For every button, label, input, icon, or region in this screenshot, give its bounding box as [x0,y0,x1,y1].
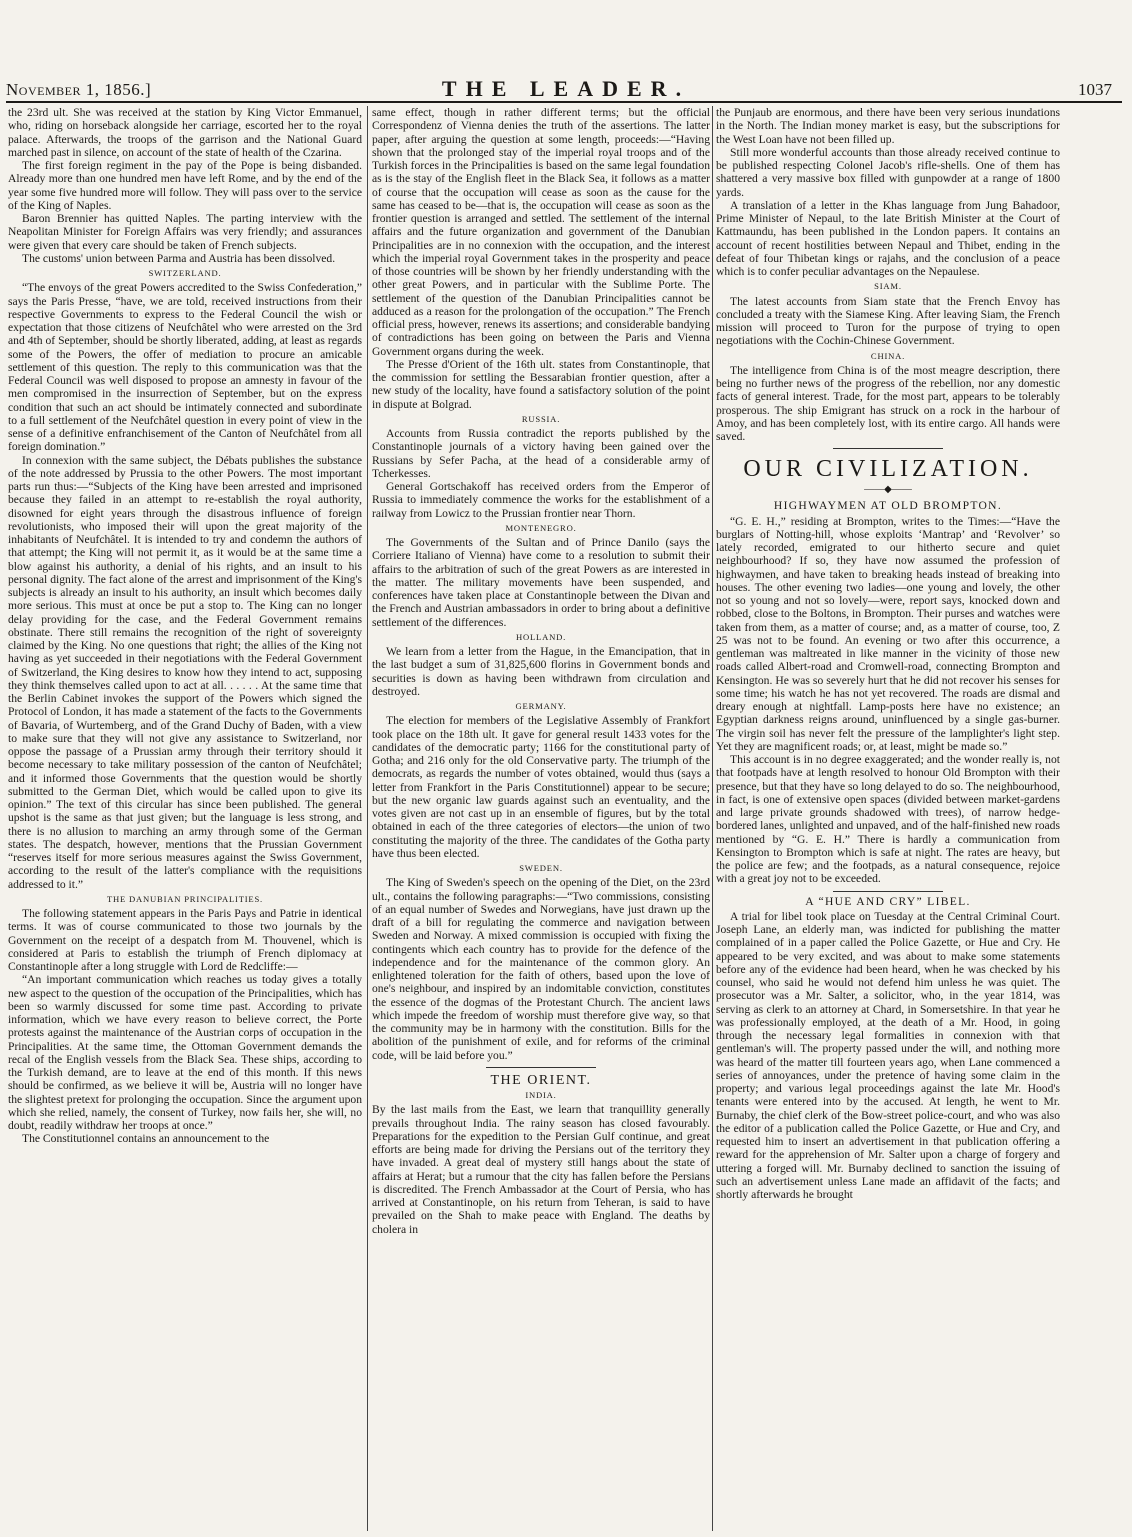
paragraph: The following statement appears in the Paris Pays and Patrie in identical terms. It was of course communicated to those two journals by the Government on the receipt of a despatch from M. Thouvenel, which is considered at Paris to establish the triumph of French diplomacy at Constantinople after a long struggle with Lord de Redcliffe:— [8,907,362,973]
section-heading-china: CHINA. [870,350,906,361]
section-heading-sweden: SWEDEN. [519,863,563,873]
masthead-rule [6,101,1122,103]
column-3 [716,106,1060,1531]
article-heading-highwaymen: HIGHWAYMEN AT OLD BROMPTON. [773,499,1003,513]
paragraph: “An important communication which reaches us today gives a totally new aspect to the question of the occupation of the Principalities, which has been so warmly discussed for some time past. According to private information, which we have every reason to believe correct, the Porte protests against the maintenance of the Austrian corps of occupation in the Principalities. At the same time, the Ottoman Government demands the recal of the English vessels from the Black Sea. These ships, according to the Turkish demand, are to leave at the end of this month. If this news should be confirmed, as we believe it will be, Austria will no longer have the slightest pretext for prolonging the occupation. Since the argument upon which she relied, namely, the consent of Turkey, now fails her, she will, no doubt, readily withdraw her troops at once.” [8,973,362,1132]
page-number: 1037 [1078,80,1112,99]
section-heading-orient: THE ORIENT. [490,1072,592,1088]
article-heading-libel: A “HUE AND CRY” LIBEL. [805,894,971,908]
section-heading-montenegro: MONTENEGRO. [505,522,577,533]
section-heading-switzerland: SWITZERLAND. [148,268,222,278]
masthead [0,0,1132,102]
paragraph: “The envoys of the great Powers accredited to the Swiss Confederation,” says the Paris Presse, “have, we are told, received instructions from their respective Governments to express to the Federal Council the wish or expectation that those citizens of Neufchâtel who were arrested on the 3rd and 4th of September, should be shortly liberated, adding, at least as regards some of the Powers, the offer of mediation to procure an amicable settlement of this question. The reply to this communication was that the Federal Council was well disposed to propose an amnesty in favour of the men compromised in the insurrection of September, but on the express condition that such an act should be intimately connected and subordinate to a full settlement of the Neufchâtel question in every point of view in the sense of a definitive enfranchisement of the Canton of Neufchâtel from all foreign domination.” [8,281,362,454]
paragraph: A trial for libel took place on Tuesday at the Central Criminal Court. Joseph Lane, an elderly man, was indicted for publishing the matter complained of in a paper called the Police Gazette, or Hue and Cry. He appeared to be very excited, and was about to make some statements before any of the evidence had been heard, when he was checked by his counsel, who said he would not defend him unless he was quiet. The prosecutor was a Mr. Salter, a solicitor, who, in the year 1814, was serving as clerk to an attorney at Chard, in Somersetshire. In that year he was professionally employed, at the death of a Mr. Hood, in going through the necessary legal formalities in connexion with that gentleman's will. The property passed under the will, and nothing more was heard of the matter till fourteen years ago, when Lane commenced a series of annoyances, under the pretence of having some claim in the property; and various legal proceedings against the late Mr. Hood's tenants were entered into by the accused. At length, he went to Mr. Burnaby, the chief clerk of the Bow-street police-court, and who was also the editor of a publication called the Police Gazette, or Hue and Cry, and requested him to insert an advertisement in that publication offering a reward for the apprehension of Mr. Salter upon a charge of forgery and uttering a forged will. Mr. Burnaby declined to sanction the issuing of such an advertisement unless Lane made an affidavit of the facts; and shortly afterwards he brought [716,909,1060,1201]
paragraph: The latest accounts from Siam state that the French Envoy has concluded a treaty with the Siamese King. After leaving Siam, the French mission will proceed to Turon for the purpose of trying to open negotiations with the Cochin-Chinese Government. [716,294,1060,348]
paragraph: Accounts from Russia contradict the reports published by the Constantinople journals of a victory having been gained over the Russians by Sefer Pacha, at the head of a considerable army of Tcherkesses. [372,427,710,480]
ornament-divider: ——◆—— [864,484,912,496]
paragraph: Still more wonderful accounts than those already received continue to be published respecting Colonel Jacob's rifle-shells. One of them has shattered a very massive box filled with gunpowder at a range of 1800 yards. [716,145,1060,199]
section-heading-india: INDIA. [525,1090,557,1100]
section-heading-germany: GERMANY. [515,701,567,711]
paragraph: We learn from a letter from the Hague, in the Emancipation, that in the last budget a sum of 31,825,600 florins in Government bonds and securities is down as having been withdrawn from circulation and destroyed. [372,645,710,698]
paragraph: “G. E. H.,” residing at Brompton, writes to the Times:—“Have the burglars of Notting-hill, whose exploits ‘Mantrap’ and ‘Revolver’ so lately recorded, emigrated to our hitherto secure and quiet neighbourhood? If so, they have now assumed the profession of highwaymen, and have taken to breaking heads instead of breaking into houses. The other evening two ladies—one young and lovely, the other not so young and not so lovely—were, report says, knocked down and robbed, close to the Boltons, in Brompton. Their purses and watches were taken from them, as a matter of course; and, as a matter of course, too, Z 25 was not to be found. An evening or two after this occurrence, a gentleman was maltreated in like manner in the vicinity of those new roads called Albert-road and Cromwell-road, connecting Brompton and Kensington. He was so severely hurt that he did not recover his senses for some time; his watch he has not yet recovered. The roads are dismal and dreary enough at nightfall. Lamp-posts here have no existence; an Egyptian darkness reigns around, uninfluenced by a single gas-burner. The virgin soil has never felt the pressure of the lamplighter's light step. Yet they are magnificent roads; or, at least, might be made so.” [716,514,1060,753]
section-heading-russia: RUSSIA. [521,413,561,424]
section-heading-danubian: THE DANUBIAN PRINCIPALITIES. [106,893,263,904]
paragraph: General Gortschakoff has received orders from the Emperor of Russia to immediately commence the works for the establishment of a railway from Lowicz to the Prussian frontier near Thorn. [372,480,710,520]
paragraph: This account is in no degree exaggerated; and the wonder really is, not that footpads have at length resolved to honour Old Brompton with their presence, but that they have so long delayed to do so. The neighbourhood, in fact, is one of extensive open spaces (divided between market-gardens and large private grounds shadowed with trees), of narrow hedge-bordered lanes, unlighted and unpaved, and of the half-finished new roads mentioned by “G. E. H.” There is hardly a communication from Kensington to Brompton which is safe at night. The rates are heavy, but the police are few; and the footpads, as a natural consequence, rejoice with a great joy not to be exceeded. [716,753,1060,886]
section-rule [486,1067,596,1068]
paragraph: By the last mails from the East, we learn that tranquillity generally prevails throughout India. The rainy season has closed favourably. Preparations for the expedition to the Persian Gulf continue, and great efforts are being made for driving the Persians out of the territory they have invaded. A great deal of mystery still hangs about the state of affairs at Herat; but a rumour that the city has fallen before the Persians is discredited. The French Ambassador at the Court of Persia, who has arrived at Constantinople, on his return from Teheran, is said to have prevailed on the Shah to make peace with England. The deaths by cholera in [372,1103,710,1236]
paragraph: In connexion with the same subject, the Débats publishes the substance of the note addressed by Prussia to the other Powers. The most important parts run thus:—“Subjects of the King have been arrested and imprisoned because they failed in an attempt to re-establish the royal authority, disowned for eight years through the disastrous influence of foreign revolutionists, who imposed their will upon the great majority of the inhabitants of Neufchâtel. It is intended to try and condemn the authors of that attempt; the King will not permit it, as it would be at the same time a blow against his authority, a denial of his rights, and an insult to his personal dignity. The fact alone of the arrest and imprisonment of the King's subjects is already an insult to his authority, an insult which becomes daily more serious. This must at once be put a stop to. The King can no longer delay providing for the case, and the Federal Government remains obstinate. There still remains the recognition of the right of sovereignty claimed by the King. No one questions that right; the allies of the King not having as yet succeeded in their negotiations with the Federal Government of Switzerland, the King desires to know how they intend to act, supposing they think themselves called upon to act at all. . . . . . At the same time that the Berlin Cabinet invokes the support of the Powers which signed the Protocol of London, it has made a statement of the facts to the Governments of Bavaria, of Wurtemberg, and of the Grand Duchy of Baden, with a view to make sure that they will not give any assistance to Switzerland, nor oppose the passage of a Prussian army through their territory should it become necessary to take military possession of the canton of Neufchâtel; and it informed those Governments that the question would be shortly submitted to the German Diet, which would be called upon to give its opinion.” The text of this circular has since been published. The general upshot is the same as that just given; but the language is less strong, and there is no allusion to marching an army through some of the German states. The despatch, however, mentions that the Prussian Government “reserves itself for more serious measures against the Swiss Government, according to the result of the latter's compliance with the requisitions addressed to it.” [8,453,362,891]
paragraph: the Punjaub are enormous, and there have been very serious inundations in the North. The Indian money market is easy, but the subscriptions for the West Loan have not been filled up. [716,106,1060,146]
paragraph: The intelligence from China is of the most meagre description, there being no further news of the progress of the rebellion, nor any domestic facts of general interest. Trade, for the most part, appears to be tolerably prosperous. The ship Emigrant has struck on a rock in the harbour of Amoy, and has been completely lost, with its entire cargo. All hands were saved. [716,363,1060,443]
section-heading-holland: HOLLAND. [515,631,567,642]
paragraph: Baron Brennier has quitted Naples. The parting interview with the Neapolitan Minister for Foreign Affairs was very friendly; and assurances were given that every care should be taken of French subjects. [8,212,362,252]
paragraph: The King of Sweden's speech on the opening of the Diet, on the 23rd ult., contains the following paragraphs:—“Two commissions, consisting of an equal number of Swedes and Norwegians, have just drawn up the draft of a bill for regulating the commerce and navigation between Sweden and Norway. A mixed commission is occupied with fixing the contingents which each country has to provide for the defence of the independence and for the maintenance of the common glory. An enlightened toleration for the faith of others, based upon the love of one's neighbour, and inspired by an indomitable conviction, constitutes the essence of the dogmas of the Protestant Church. The ancient laws which impede the freedom of worship must therefore give way, so that the community may be in harmony with the constitution. Bills for the abolition of the punishment of exile, and for reforms of the criminal code, will be laid before you.” [372,876,710,1062]
paragraph: A translation of a letter in the Khas language from Jung Bahadoor, Prime Minister of Nepaul, to the late British Minister at the Court of Kattmaundu, has been published in the London papers. It contains an account of recent hostilities between Nepaul and Thibet, ending in the defeat of four Thibetan kings or rajahs, and the conclusion of a peace which is to confer peculiar advantages on the Nepaulese. [716,198,1060,278]
section-rule [833,891,943,892]
paragraph: the 23rd ult. She was received at the station by King Victor Emmanuel, who, riding on horseback alongside her carriage, escorted her to the royal palace. Afterwards, the troops of the garrison and the National Guard marched past in silence, on account of the state of health of the Czarina. [8,106,362,159]
column-divider [367,106,368,1531]
paragraph: The customs' union between Parma and Austria has been dissolved. [22,251,336,265]
column-divider [712,106,713,1531]
newspaper-title: THE LEADER. [441,76,691,101]
column-2 [372,106,710,1531]
paragraph: same effect, though in rather different terms; but the official Correspondenz of Vienna denies the truth of the assertions. The latter paper, after arguing the question at some length, proceeds:—“Having shown that the prolonged stay of the imperial royal troops and of the Turkish forces in the Principalities is based on the same legal foundation as is the stay of the English fleet in the Black Sea, it follows as a matter of course that the occupation will cease as soon as the cause for the same has ceased to be—that is, the occupation will cease as soon as the frontier question is arranged and settled. The settlement of the internal affairs and the future organization and government of the Danubian Principalities are in no connexion with the occupation, and the interest which the imperial royal Government takes in the prosperity and peace of those countries will be shown by her friendly understanding with the other great Powers, and in particular with the Sublime Porte. The settlement of the question of the Danubian Principalities cannot be adduced as a reason for the prolongation of the occupation.” The French official press, however, renews its assertions; and considerable bandying of contradictions has been going on between the Paris and Vienna Government organs during the week. [372,106,710,358]
column-1 [8,106,362,1531]
paragraph: The Constitutionnel contains an announcement to the [22,1132,270,1146]
paragraph: The Presse d'Orient of the 16th ult. states from Constantinople, that the commission for settling the Bessarabian frontier question, after a new study of the locality, have found a satisfactory solution of the point in dispute at Bolgrad. [372,357,710,411]
issue-date: November 1, 1856.] [6,80,152,99]
feature-heading-our-civilization: OUR CIVILIZATION. [743,456,1033,483]
paragraph: The first foreign regiment in the pay of the Pope is being disbanded. Already more than one hundred men have left Rome, and by the end of the year some five hundred more will follow. They will pass over to the service of the King of Naples. [8,159,362,212]
paragraph: The Governments of the Sultan and of Prince Danilo (says the Corriere Italiano of Vienna) have come to a resolution to submit their affairs to the arbitration of such of the great Powers as are interested in the matter. The military movements have been suspended, and conferences have taken place at Constantinople between the Divan and the French and Austrian ambassadors in order to bring about a definitive settlement of the differences. [372,536,710,629]
section-heading-siam: SIAM. [874,281,902,292]
paragraph: The election for members of the Legislative Assembly of Frankfort took place on the 18th ult. It gave for general result 1433 votes for the candidates of the democratic party; 1166 for the constitutional party of Gotha; and 216 only for the old Conservative party. The triumph of the democrats, as regards the number of votes obtained, would thus (says a letter from Frankfort in the Paris Constitutionnel) appear to be secure; but the new organic law guards against such an eventuality, and the votes given are not cast up in an ensemble of figures, but by the total obtained in each of the three categories of electors—the union of two constituting the majority of the three. The candidates of the Gotha party have thus been elected. [372,714,710,860]
section-rule [833,448,943,449]
